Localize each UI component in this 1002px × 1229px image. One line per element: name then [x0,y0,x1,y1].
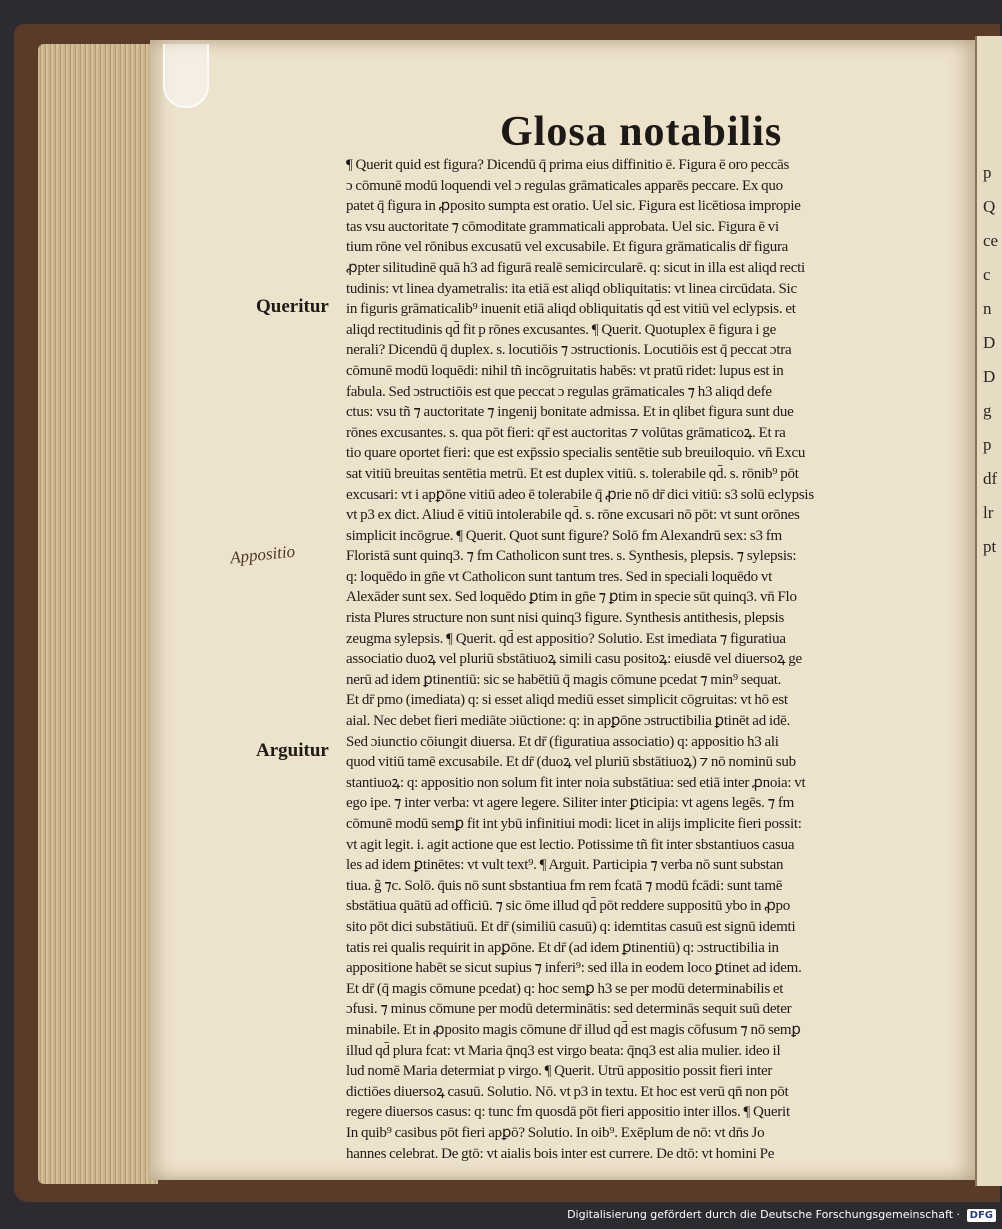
text-line: tatis rei qualis requirit in apꝑōne. Et dr̄ (ad idem ꝑtinentiū) q: ɔstructibilia in [346,939,779,956]
text-line: nerali? Dicendū q̄ duplex. s. locutiōis ⁊ ɔstructionis. Locutiōis est q̄ peccat ɔtra [346,342,792,359]
text-line: Et dr̄ (q̄ magis cōmune pcedat) q: hoc semꝑ h3 se per modū determinabilis et [346,980,784,997]
text-line: stantiuoꝝ: q: appositio non solum fit inter noia substātiua: sed etiā inter ꝓnoia: vt [346,774,806,791]
text-line: minabile. Et in ꝓposito magis cōmune dr̄ illud qd̄ est magis cōfusum ⁊ nō semꝑ [346,1021,801,1038]
page-title: Glosa notabilis [500,109,783,155]
text-line: hannes celebrat. De gtō: vt aialis bois inter est currere. De dtō: vt homini Pe [346,1145,775,1162]
digitization-credit: Digitalisierung gefördert durch die Deutsche Forschungsgemeinschaft · [567,1208,960,1221]
text-line: rista Plures structure non sunt nisi quinq3 figure. Synthesis antithesis, plepsis [346,610,785,627]
text-line: appositione habēt se sicut supius ⁊ inferi⁹: sed illa in eodem loco ꝑtinet ad idem. [346,960,802,977]
text-line: in figuris grāmaticalib⁹ inuenit etiā aliqd obliquitatis qd̄ est vitiū vel eclypsis. et [346,301,796,318]
main-text [346,155,902,1162]
text-line: rōnes excusantes. s. qua pōt fieri: qr̄ est auctoritas ⁊ volūtas grāmaticoꝝ. Et ra [346,424,786,441]
marginal-note-queritur: Queritur [256,296,329,317]
text-line: Floristā sunt quinq3. ⁊ fm Catholicon sunt tres. s. Synthesis, plepsis. ⁊ sylepsis: [346,548,797,565]
text-line: nerū ad idem ꝑtinentiū: sic se habētiū q̄ magis cōmune pcedat ⁊ min⁹ sequat. [346,671,782,688]
text-line: zeugma sylepsis. ¶ Querit. qd̄ est appositio? Solutio. Est imediata ⁊ figuratiua [346,630,786,647]
text-line: vt agit legit. i. agit actione que est lectio. Potissime tñ fit inter sbstantiuos casua [346,836,795,853]
page-edges [38,44,158,1184]
text-line: cōmunē modū semꝑ fit int ybū infinitiui modi: licet in alijs implicite fieri possit: [346,816,802,832]
dfg-logo-icon: DFG [967,1209,996,1222]
text-line: regere diuersos casus: q: tunc fm quosdā pōt fieri appositio inter illos. ¶ Querit [346,1104,790,1121]
page-clip [163,44,209,108]
facing-page-edge [975,36,1002,1186]
text-line: dictiōes diuersoꝝ casuū. Solutio. Nō. vt p3 in textu. Et hoc est verū qn̄ non pōt [346,1083,789,1100]
marginal-note-appositio: Appositio [229,541,296,568]
text-line: excusari: vt i apꝑōne vitiū adeo ē tolerabile q̄ ꝓrie nō dr̄ dici vitiū: s3 solū eclypsis [346,486,814,503]
text-line: patet q̄ figura in ꝓposito sumpta est oratio. Uel sic. Figura est licētiosa impropie [346,198,801,215]
text-line: tio quare oportet fieri: que est exp̄ssio specialis sentētie sub breuiloquio. vn̄ Excu [346,445,806,462]
text-line: tudinis: vt linea dyametralis: ita etiā est aliqd obliquitatis: vt linea circūdata. Sic [346,280,797,297]
text-line: ɔ cōmunē modū loquendi vel ɔ regulas grāmaticales apparēs peccare. Ex quo [346,177,783,194]
marginal-note-arguitur: Arguitur [256,740,329,761]
text-line: tiua. g̃ ⁊c. Solō. q̄uis nō sunt sbstantiua fm rem fcatā ⁊ modū fcādi: sunt tamē [346,877,783,894]
text-line: ego ipe. ⁊ inter verba: vt agere legere. Siliter inter ꝑticipia: vt agens legēs. ⁊ fm [346,795,795,812]
text-line: q: loquēdo in gn̄e vt Catholicon sunt tantum tres. Sed in speciali loquēdo vt [346,568,773,585]
text-line: ¶ Querit quid est figura? Dicendū q̄ prima eius diffinitio ē. Figura ē oro peccās [346,157,790,173]
text-line: aliqd rectitudinis qd̄ fit p rōnes excusantes. ¶ Querit. Quotuplex ē figura i ge [346,321,777,338]
text-line: Sed ɔiunctio cōiungit diuersa. Et dr̄ (figuratiua associatio) q: appositio h3 ali [346,733,779,750]
text-line: sbstātiua quātū ad officiū. ⁊ sic ōme illud qd̄ pōt reddere suppositū ybo in ꝓpo [346,898,791,915]
text-line: sito pōt dici substātiuū. Et dr̄ (similiū casuū) q: idemtitas casuū est signū idemti [346,918,796,935]
text-line: les ad idem ꝑtinētes: vt vult text⁹. ¶ Arguit. Participia ⁊ verba nō sunt substan [346,857,784,874]
text-line: tium rōne vel rōnibus excusatū vel excusabile. Et figura grāmaticalis dr̄ figura [346,239,789,256]
text-line: ɔfusi. ⁊ minus cōmune per modū determinātis: sed determinās sequit suū deter [346,1001,792,1018]
text-line: sat vitiū breuitas sentētia metrū. Et est duplex vitiū. s. tolerabile qd̄. s. rōnib⁹ pōt [346,465,799,482]
text-line: illud qd̄ plura fcat: vt Maria q̄nq3 est virgo beata: q̄nq3 est alia mulier. ideo il [346,1042,781,1059]
text-line: quod vitiū tamē excusabile. Et dr̄ (duoꝝ vel pluriū sbstātiuoꝝ) ⁊ nō nominū sub [346,754,796,771]
text-line: Et dr̄ pmo (imediata) q: si esset aliqd mediū esset simplicit cōgruitas: vt hō est [346,692,788,709]
text-line: aial. Nec debet fieri mediāte ɔiūctione: q: in apꝑōne ɔstructibilia ꝑtinēt ad idē. [346,713,791,730]
text-line: Alexāder sunt sex. Sed loquēdo ꝑtim in gn̄e ⁊ ꝑtim in specie sūt quinq3. vn̄ Flo [346,589,797,606]
facing-page-text: pQcecnDDgpdflrpt [983,163,999,556]
text-line: cōmunē modū loquēdi: nihil tñ incōgruitatis habēs: vt pratū ridet: lupus est in [346,362,784,379]
text-line: fabula. Sed ɔstructiōis est que peccat ɔ regulas grāmaticales ⁊ h3 aliqd defe [346,383,772,400]
text-line: vt p3 ex dict. Aliud ē vitiū intolerabile qd̄. s. rōne excusari nō pōt: vt sunt orōnes [346,507,800,524]
text-line: In quib⁹ casibus pōt fieri apꝑō? Solutio. In oib⁹. Exēplum de nō: vt dn̄s Jo [346,1124,765,1141]
text-line: lud nomē Maria determiat p virgo. ¶ Querit. Utrū appositio possit fieri inter [346,1063,773,1080]
text-line: associatio duoꝝ vel pluriū sbstātiuoꝝ simili casu positoꝝ: eiusdē vel diuersoꝝ ge [346,651,802,668]
text-line: ꝓpter silitudinē quā h3 ad figurā realē semicircularē. q: sicut in illa est aliqd recti [346,259,805,276]
text-line: simplicit incōgrue. ¶ Querit. Quot sunt figure? Solō fm Alexandrū sex: s3 fm [346,527,782,544]
text-line: tas vsu auctoritate ⁊ cōmoditate grammaticali approbata. Uel sic. Figura ē vi [346,218,779,235]
text-line: ctus: vsu tñ ⁊ auctoritate ⁊ ingenij bonitate admissa. Et in qlibet figura sunt due [346,404,794,421]
